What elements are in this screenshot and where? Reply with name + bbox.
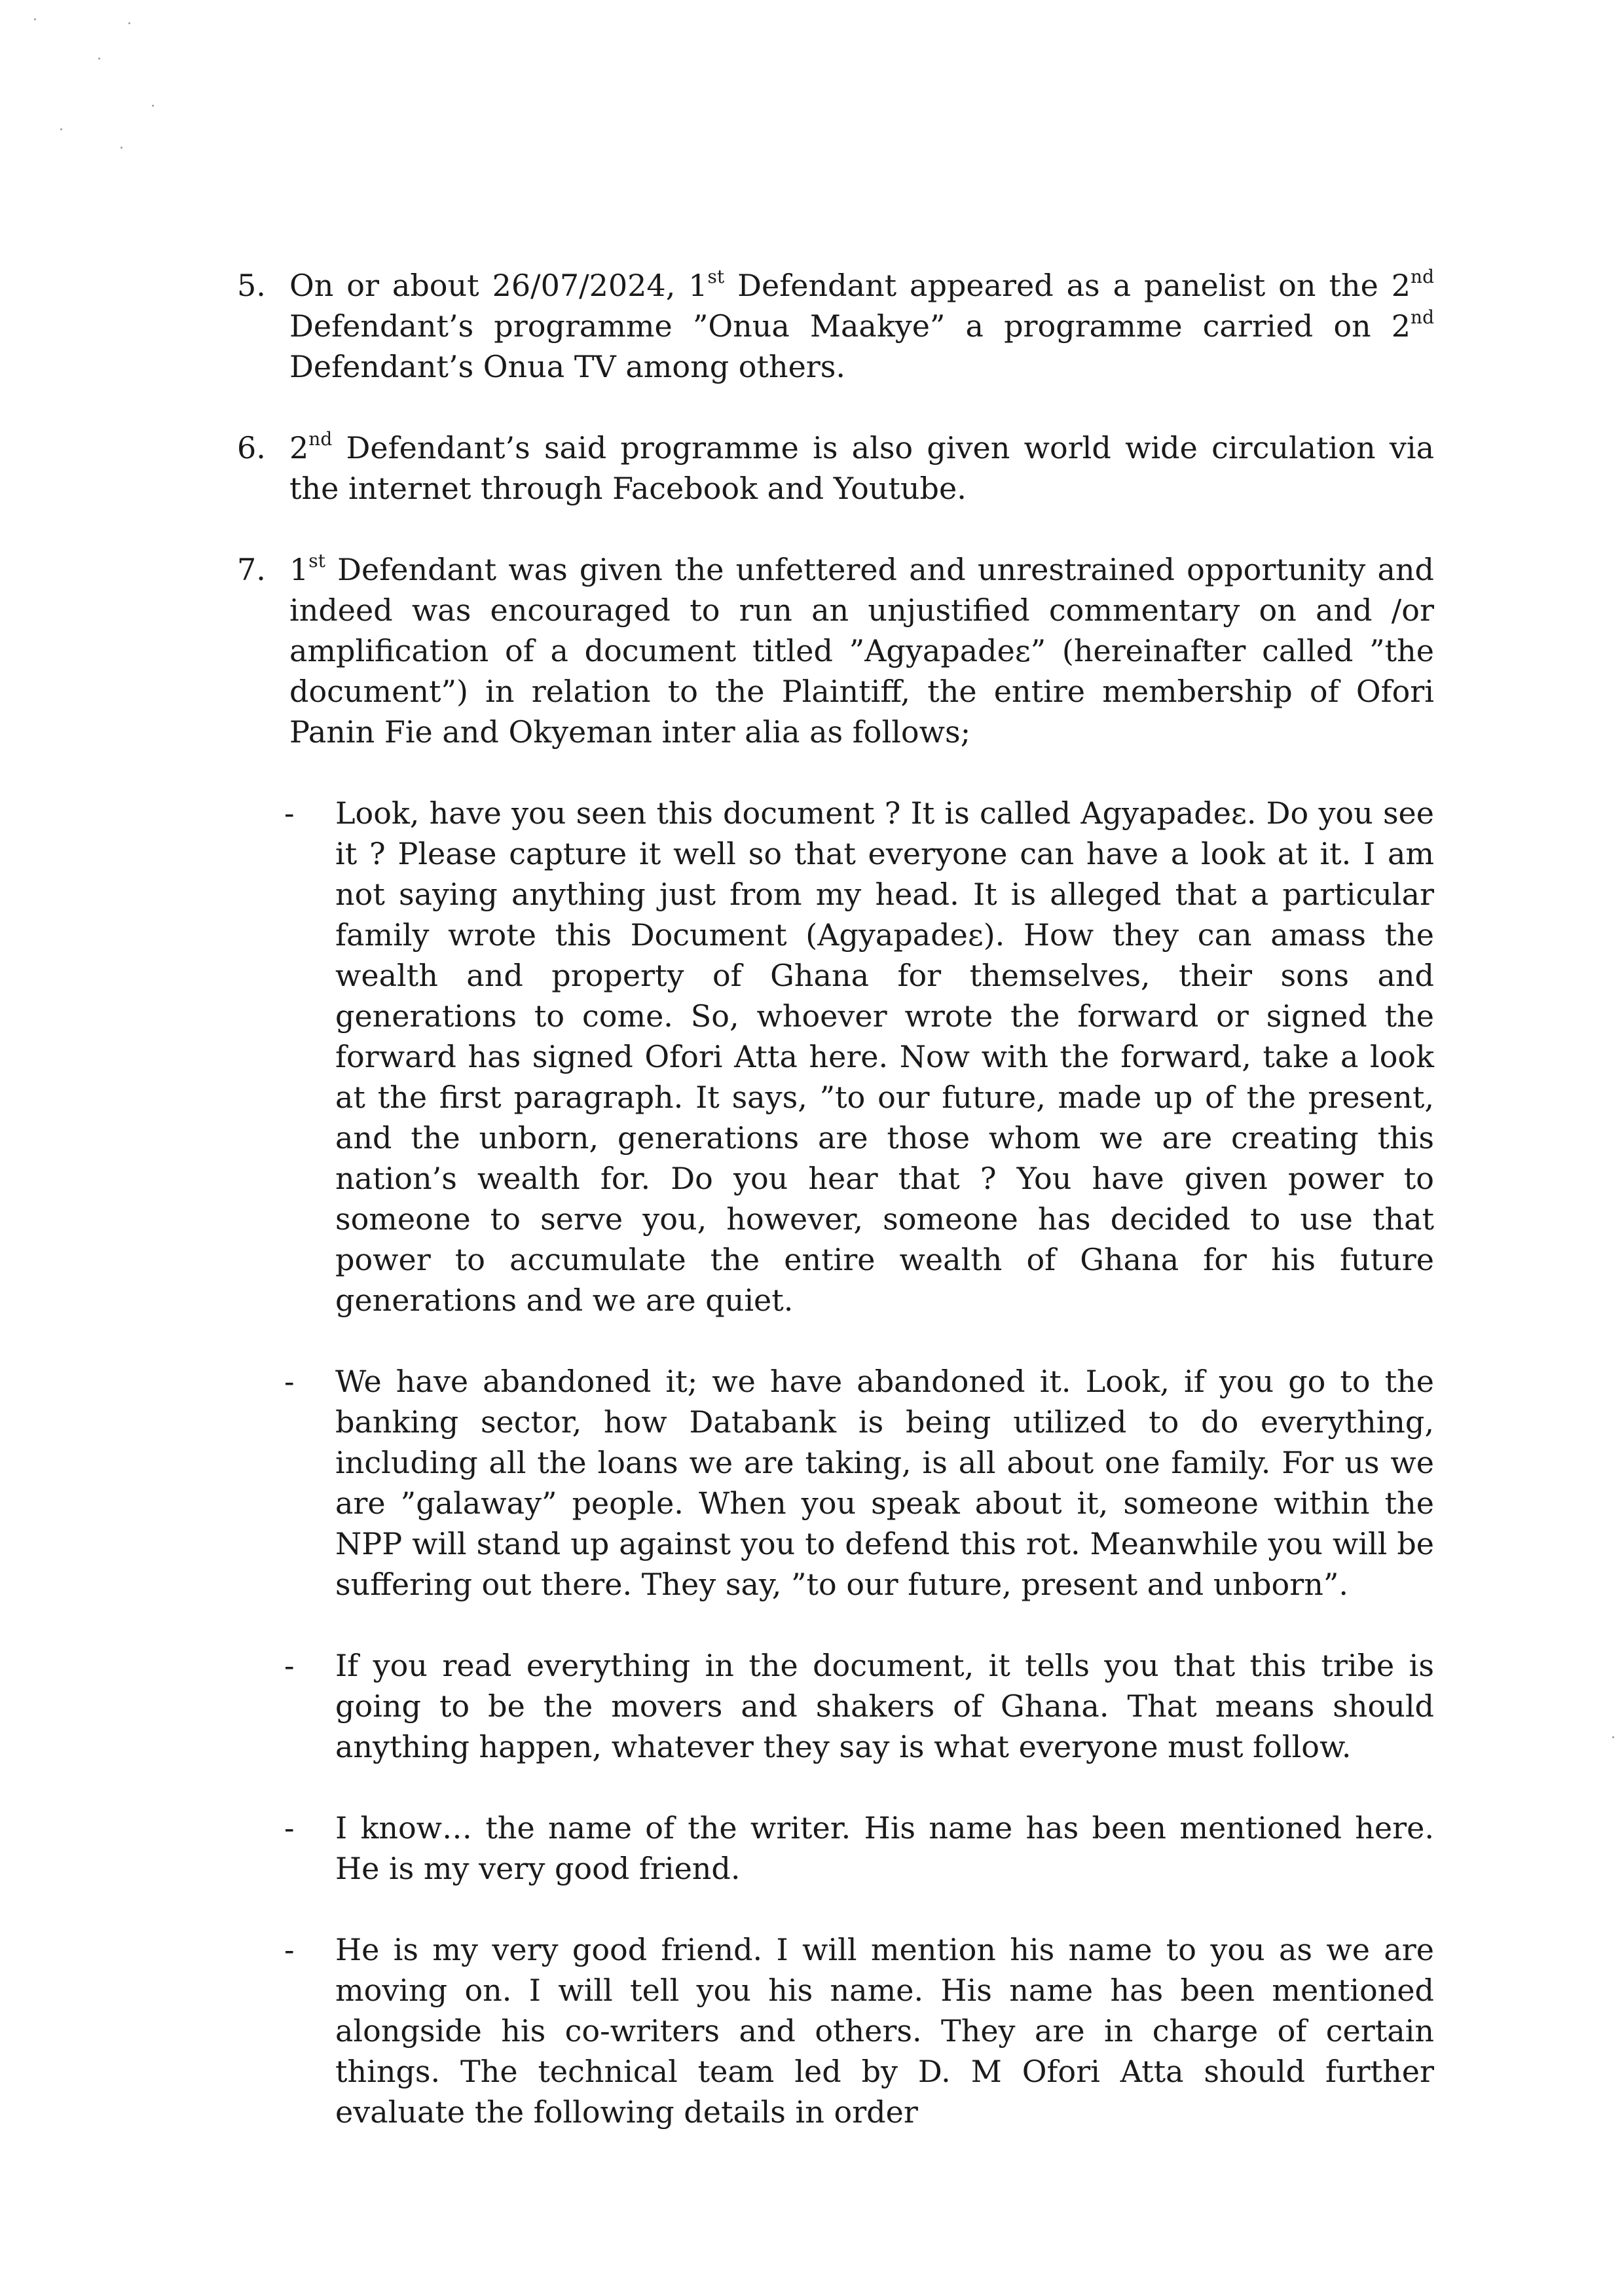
scan-speck	[98, 58, 100, 60]
paragraph-number: 6.	[237, 430, 266, 465]
paragraph-text: 1st Defendant was given the unfettered and unrestrained opportunity and indeed was encouraged to run an unjustified commentary on and /or amplification of a document titled ”Agyapadeɛ” (hereinafter called ”the document”) in relation to the Plaintiff, the entire membership of Ofori Panin Fie and Okyeman inter alia as follows;	[289, 549, 1434, 750]
quote-text: We have abandoned it; we have abandoned it. Look, if you go to the banking sector, how Databank is being utilized to do everything, including all the loans we are taking, is all about one family. For us we are ”galaway” people. When you speak about it, someone within the NPP will stand up against you to defend this rot. Meanwhile you will be suffering out there. They say, ”to our future, present and unborn”.	[335, 1364, 1434, 1602]
numbered-paragraph-6	[237, 428, 1434, 509]
dash-bullet: -	[284, 1648, 295, 1683]
dash-bullet: -	[284, 1810, 295, 1846]
scan-speck	[1612, 1736, 1614, 1738]
quote-item	[237, 793, 1434, 1321]
paragraph-text: 2nd Defendant’s said programme is also given world wide circulation via the internet through Facebook and Youtube.	[289, 428, 1434, 506]
paragraph-text: On or about 26/07/2024, 1st Defendant appeared as a panelist on the 2nd Defendant’s programme ”Onua Maakye” a programme carried on 2nd Defendant’s Onua TV among others.	[289, 265, 1434, 384]
scan-speck	[60, 128, 62, 130]
document-body	[237, 265, 1434, 2173]
scan-speck	[120, 147, 122, 149]
quote-item	[237, 1929, 1434, 2132]
scan-speck	[34, 18, 36, 20]
quote-text: Look, have you seen this document ? It is called Agyapadeɛ. Do you see it ? Please capture it well so that everyone can have a look at it. I am not saying anything just from my head. It is alleged that a particular family wrote this Document (Agyapadeɛ). How they can amass the wealth and property of Ghana for themselves, their sons and generations to come. So, whoever wrote the forward or signed the forward has signed Ofori Atta here. Now with the forward, take a look at the first paragraph. It says, ”to our future, made up of the present, and the unborn, generations are those whom we are creating this nation’s wealth for. Do you hear that ? You have given power to someone to serve you, however, someone has decided to use that power to accumulate the entire wealth of Ghana for his future generations and we are quiet.	[335, 795, 1434, 1318]
dash-bullet: -	[284, 1932, 295, 1967]
dash-bullet: -	[284, 795, 295, 831]
numbered-paragraph-7	[237, 549, 1434, 752]
quoted-statements	[237, 793, 1434, 2132]
dash-bullet: -	[284, 1364, 295, 1399]
scan-speck	[128, 22, 130, 24]
quote-text: If you read everything in the document, it tells you that this tribe is going to be the movers and shakers of Ghana. That means should anything happen, whatever they say is what everyone must follow.	[335, 1648, 1434, 1764]
quote-text: He is my very good friend. I will mention his name to you as we are moving on. I will tell you his name. His name has been mentioned alongside his co-writers and others. They are in charge of certain things. The technical team led by D. M Ofori Atta should further evaluate the following details in order	[335, 1932, 1434, 2130]
paragraph-number: 7.	[237, 552, 266, 587]
scan-speck	[152, 105, 154, 107]
paragraph-number: 5.	[237, 268, 266, 303]
quote-item	[237, 1361, 1434, 1605]
quote-text: I know… the name of the writer. His name has been mentioned here. He is my very good friend.	[335, 1810, 1434, 1886]
numbered-paragraph-5	[237, 265, 1434, 387]
quote-item	[237, 1808, 1434, 1889]
quote-item	[237, 1645, 1434, 1767]
